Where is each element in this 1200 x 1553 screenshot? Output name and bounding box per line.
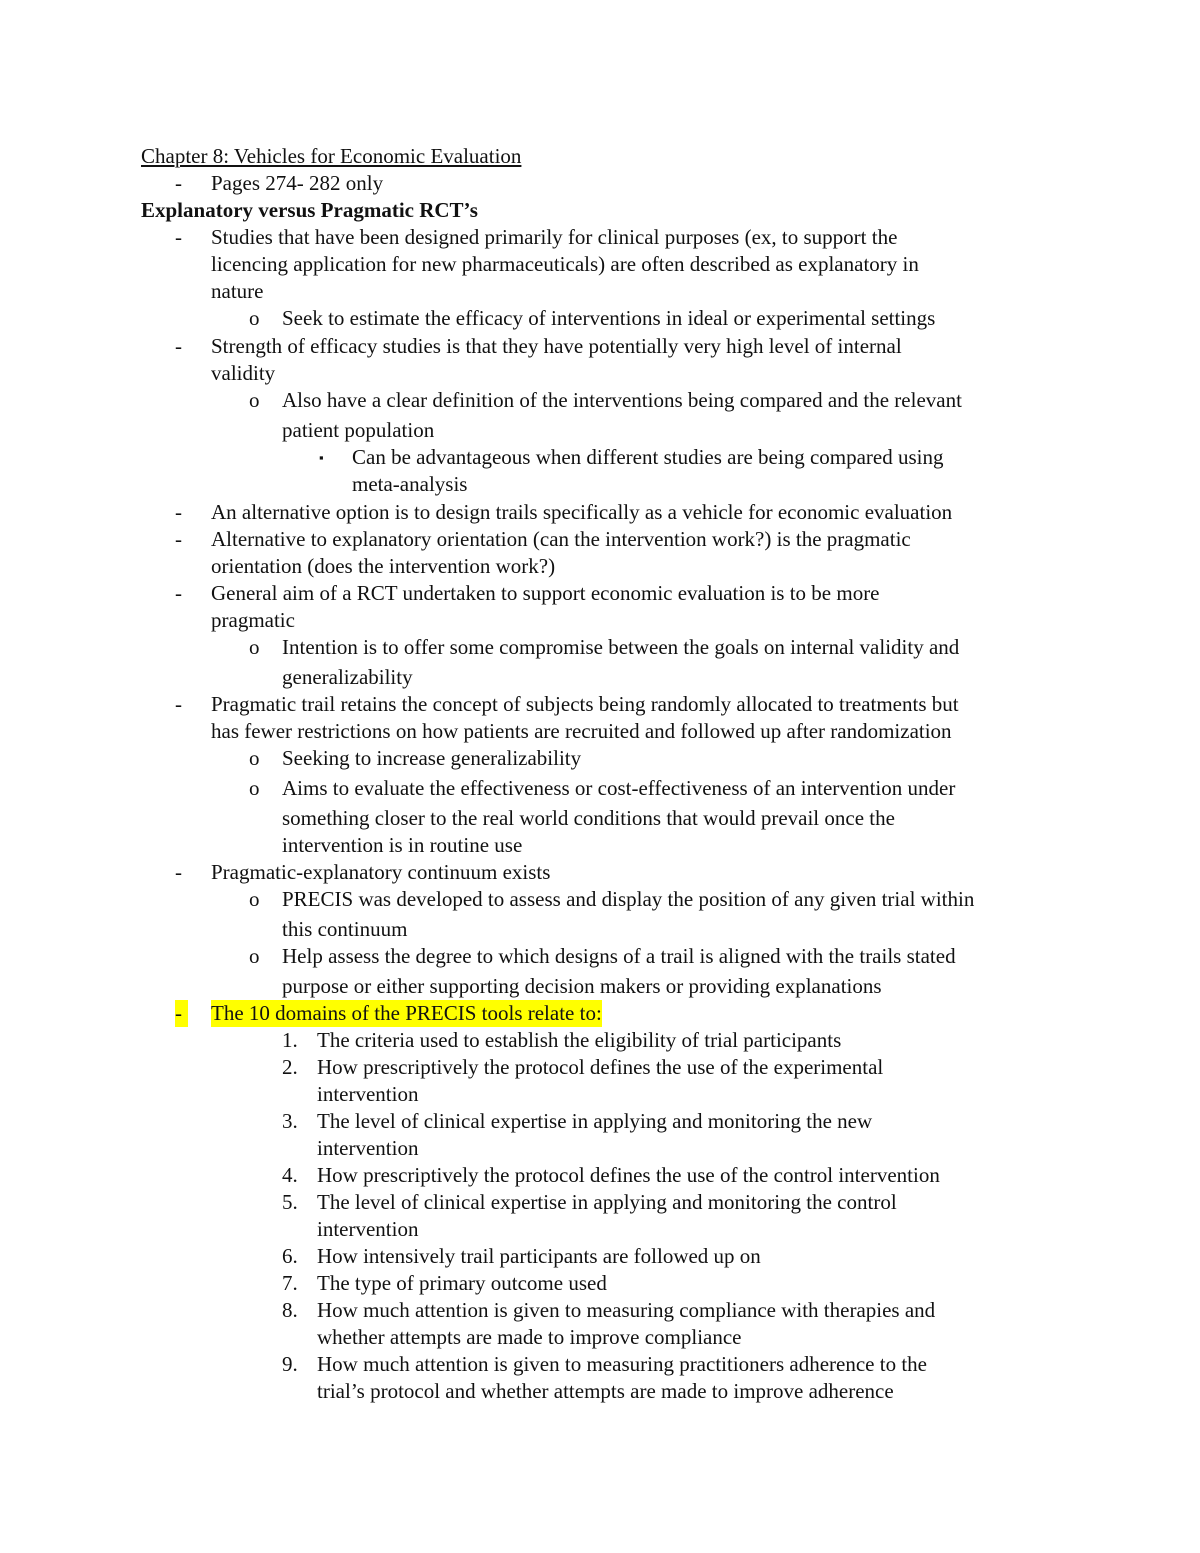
sub-sub-bullet-continuation: [141, 471, 1071, 499]
sub-bullet-text: Aims to evaluate the effectiveness or cost-effectiveness of an intervention under: [282, 776, 956, 800]
numbered-item-continuation: [141, 1378, 1071, 1405]
circle-marker: o: [249, 388, 260, 412]
bullet-text: Strength of efficacy studies is that they have potentially very high level of internal: [211, 334, 902, 358]
numbered-item-continuation: [141, 1324, 1071, 1351]
circle-marker: o: [249, 306, 260, 330]
sub-sub-bullet-text: Can be advantageous when different studies are being compared using: [352, 445, 944, 469]
bullet-text: licencing application for new pharmaceuticals) are often described as explanatory in: [211, 252, 919, 276]
item-text: intervention: [317, 1082, 419, 1106]
item-number: 2.: [282, 1055, 298, 1079]
sub-bullet-line: [141, 305, 1071, 333]
numbered-item-continuation: [141, 1216, 1071, 1243]
item-text: The level of clinical expertise in applying and monitoring the control: [317, 1190, 897, 1214]
item-text: How much attention is given to measuring compliance with therapies and: [317, 1298, 936, 1322]
bullet-text: Studies that have been designed primarily for clinical purposes (ex, to support the: [211, 225, 898, 249]
dash-marker: -: [175, 581, 182, 605]
numbered-item: [141, 1054, 1071, 1081]
pages-note: Pages 274- 282 only: [211, 171, 384, 195]
bullet-line: [141, 859, 1071, 886]
item-text: How much attention is given to measuring practitioners adherence to the: [317, 1352, 927, 1376]
numbered-item: [141, 1297, 1071, 1324]
circle-marker: o: [249, 944, 260, 968]
bullet-continuation: [141, 251, 1071, 278]
bullet-pages: [141, 170, 1071, 197]
numbered-item: [141, 1189, 1071, 1216]
square-marker: ▪: [319, 450, 324, 465]
numbered-item-continuation: [141, 1081, 1071, 1108]
bullet-line: [141, 333, 1071, 360]
bullet-continuation: [141, 607, 1071, 634]
highlighted-bullet-line: [141, 1000, 1071, 1027]
dash-marker: -: [175, 860, 182, 884]
bullet-line: [141, 580, 1071, 607]
sub-sub-bullet-text: meta-analysis: [352, 472, 468, 496]
item-text: intervention: [317, 1136, 419, 1160]
sub-bullet-text: Help assess the degree to which designs of a trail is aligned with the trails stated: [282, 944, 956, 968]
numbered-item: [141, 1108, 1071, 1135]
item-number: 9.: [282, 1352, 298, 1376]
dash-marker: -: [175, 500, 182, 524]
bullet-continuation: [141, 553, 1071, 580]
bullet-text: orientation (does the intervention work?): [211, 554, 556, 578]
dash-marker: -: [175, 334, 182, 358]
numbered-item: [141, 1243, 1071, 1270]
bullet-text: has fewer restrictions on how patients are recruited and followed up after randomization: [211, 719, 952, 743]
bullet-text: An alternative option is to design trails specifically as a vehicle for economic evaluation: [211, 500, 953, 524]
dash-marker: -: [175, 171, 182, 195]
sub-bullet-text: something closer to the real world conditions that would prevail once the: [282, 806, 895, 830]
item-text: How intensively trail participants are followed up on: [317, 1244, 761, 1268]
sub-bullet-continuation: [141, 973, 1071, 1000]
numbered-item: [141, 1270, 1071, 1297]
sub-bullet-line: [141, 387, 1071, 417]
bullet-line: [141, 526, 1071, 553]
item-text: trial’s protocol and whether attempts are made to improve adherence: [317, 1379, 894, 1403]
chapter-title: Chapter 8: Vehicles for Economic Evaluation: [141, 144, 522, 168]
bullet-text: Pragmatic trail retains the concept of subjects being randomly allocated to treatments but: [211, 692, 959, 716]
circle-marker: o: [249, 746, 260, 770]
bullet-text: pragmatic: [211, 608, 295, 632]
item-number: 8.: [282, 1298, 298, 1322]
sub-bullet-text: Also have a clear definition of the interventions being compared and the relevant: [282, 388, 962, 412]
sub-bullet-line: [141, 634, 1071, 664]
item-number: 6.: [282, 1244, 298, 1268]
bullet-text: Pragmatic-explanatory continuum exists: [211, 860, 551, 884]
item-number: 7.: [282, 1271, 298, 1295]
circle-marker: o: [249, 776, 260, 800]
numbered-item: [141, 1351, 1071, 1378]
sub-bullet-continuation: [141, 916, 1071, 943]
sub-bullet-line: [141, 745, 1071, 775]
sub-bullet-line: [141, 775, 1071, 805]
sub-bullet-continuation: [141, 805, 1071, 832]
bullet-line: [141, 224, 1071, 251]
bullet-continuation: [141, 718, 1071, 745]
sub-bullet-text: Seek to estimate the efficacy of interventions in ideal or experimental settings: [282, 306, 936, 330]
numbered-item: [141, 1162, 1071, 1189]
circle-marker: o: [249, 635, 260, 659]
dash-marker: -: [175, 1000, 188, 1027]
numbered-item: [141, 1027, 1071, 1054]
sub-bullet-continuation: [141, 832, 1071, 859]
sub-bullet-text: intervention is in routine use: [282, 833, 523, 857]
numbered-item-continuation: [141, 1135, 1071, 1162]
item-number: 5.: [282, 1190, 298, 1214]
bullet-line: [141, 499, 1071, 526]
item-text: How prescriptively the protocol defines the use of the experimental: [317, 1055, 884, 1079]
item-text: The type of primary outcome used: [317, 1271, 607, 1295]
dash-marker: -: [175, 692, 182, 716]
section-heading: Explanatory versus Pragmatic RCT’s: [141, 198, 478, 222]
bullet-continuation: [141, 360, 1071, 387]
item-number: 3.: [282, 1109, 298, 1133]
bullet-text: Alternative to explanatory orientation (can the intervention work?) is the pragmatic: [211, 527, 911, 551]
bullet-continuation: [141, 278, 1071, 305]
highlighted-bullet-text: The 10 domains of the PRECIS tools relate to:: [211, 1001, 602, 1025]
sub-bullet-continuation: [141, 417, 1071, 444]
bullet-line: [141, 691, 1071, 718]
item-text: How prescriptively the protocol defines the use of the control intervention: [317, 1163, 940, 1187]
item-text: intervention: [317, 1217, 419, 1241]
bullet-text: nature: [211, 279, 264, 303]
sub-bullet-text: PRECIS was developed to assess and display the position of any given trial within: [282, 887, 975, 911]
sub-bullet-text: Intention is to offer some compromise between the goals on internal validity and: [282, 635, 960, 659]
item-number: 4.: [282, 1163, 298, 1187]
sub-sub-bullet-line: [141, 444, 1071, 471]
document-content: [141, 143, 1071, 1405]
bullet-text: validity: [211, 361, 276, 385]
item-text: whether attempts are made to improve compliance: [317, 1325, 742, 1349]
dash-marker: -: [175, 527, 182, 551]
sub-bullet-text: patient population: [282, 418, 435, 442]
sub-bullet-continuation: [141, 664, 1071, 691]
sub-bullet-text: this continuum: [282, 917, 408, 941]
bullet-text: General aim of a RCT undertaken to support economic evaluation is to be more: [211, 581, 880, 605]
sub-bullet-text: Seeking to increase generalizability: [282, 746, 582, 770]
circle-marker: o: [249, 887, 260, 911]
sub-bullet-line: [141, 886, 1071, 916]
item-number: 1.: [282, 1028, 298, 1052]
sub-bullet-line: [141, 943, 1071, 973]
sub-bullet-text: generalizability: [282, 665, 413, 689]
item-text: The level of clinical expertise in applying and monitoring the new: [317, 1109, 873, 1133]
dash-marker: -: [175, 225, 182, 249]
item-text: The criteria used to establish the eligibility of trial participants: [317, 1028, 842, 1052]
sub-bullet-text: purpose or either supporting decision makers or providing explanations: [282, 974, 882, 998]
